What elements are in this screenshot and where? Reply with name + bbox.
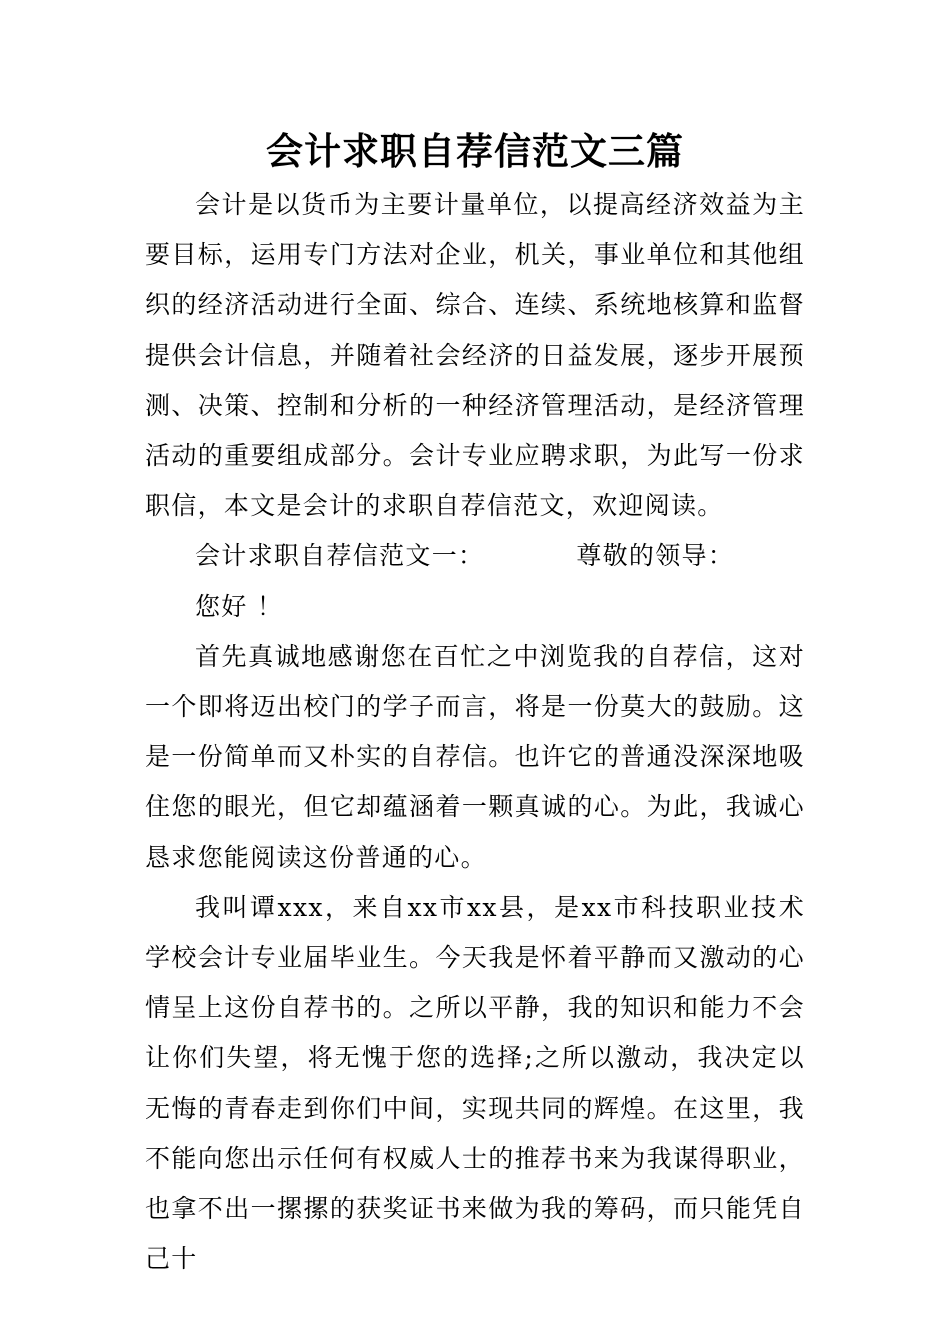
body-paragraph-1: 首先真诚地感谢您在百忙之中浏览我的自荐信，这对一个即将迈出校门的学子而言，将是一份莫大的鼓励。这是一份简单而又朴实的自荐信。也许它的普通没深深地吸住您的眼光，但它却蕴涵着一颗真诚的心。为此，我诚心恳求您能阅读这份普通的心。 (145, 641, 805, 872)
greeting: 您好 ！ (195, 591, 284, 621)
intro-paragraph: 会计是以货币为主要计量单位，以提高经济效益为主要目标，运用专门方法对企业，机关，事业单位和其他组织的经济活动进行全面、综合、连续、系统地核算和监督提供会计信息，并随着社会经济的日益发展，逐步开展预测、决策、控制和分析的一种经济管理活动，是经济管理活动的重要组成部分。会计专业应聘求职，为此写一份求职信，本文是会计的求职自荐信范文，欢迎阅读。 (145, 190, 805, 521)
body-paragraph-2: 我叫谭xxx，来自xx市xx县，是xx市科技职业技术学校会计专业届毕业生。今天我是怀着平静而又激动的心情呈上这份自荐书的。之所以平静，我的知识和能力不会让你们失望，将无愧于您的选择;之所以激动，我决定以无悔的青春走到你们中间，实现共同的辉煌。在这里，我不能向您出示任何有权威人士的推荐书来为我谋得职业，也拿不出一摞摞的获奖证书来做为我的筹码，而只能凭自己十 (145, 892, 805, 1274)
document-title: 会计求职自荐信范文三篇 (266, 130, 684, 173)
document-body (145, 180, 805, 1284)
salutation: 尊敬的领导： (576, 541, 735, 571)
sample-heading: 会计求职自荐信范文一： (195, 541, 485, 571)
sample-heading-line (145, 531, 805, 581)
